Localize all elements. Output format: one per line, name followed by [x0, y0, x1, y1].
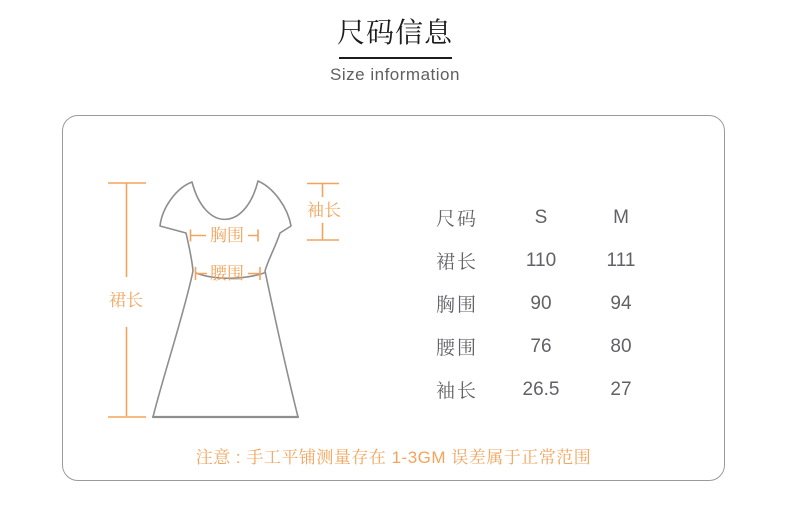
- size-panel: [62, 115, 725, 481]
- table-row-value-s: 90: [530, 292, 552, 314]
- page-subtitle: Size information: [330, 65, 460, 84]
- table-row-label: 腰围: [436, 338, 479, 359]
- table-row-value-s: 26.5: [522, 378, 560, 400]
- page-title: 尺码信息: [336, 17, 453, 48]
- table-row-value-s: 110: [525, 249, 557, 271]
- table-row-value-m: 94: [610, 292, 632, 314]
- table-row-value-s: 76: [530, 335, 552, 357]
- table-row-label: 胸围: [436, 295, 479, 316]
- measurement-note: 注意 : 手工平铺测量存在 1-3GM 误差属于正常范围: [195, 448, 592, 467]
- table-row-value-m: 111: [606, 249, 636, 271]
- table-row-value-m: 27: [610, 378, 632, 400]
- header: [0, 14, 790, 85]
- table-row-label: 袖长: [436, 381, 479, 402]
- bust-label: 胸围: [210, 226, 244, 245]
- title-underline: [339, 57, 452, 59]
- sleeve-length-label: 袖长: [307, 201, 341, 220]
- table-row-label: 裙长: [436, 252, 479, 273]
- waist-label: 腰围: [210, 264, 244, 283]
- size-table: [436, 196, 666, 411]
- table-row-value-m: 80: [610, 335, 632, 357]
- size-table-header-s: S: [534, 206, 548, 228]
- skirt-length-label: 裙长: [109, 291, 143, 310]
- size-table-header-label: 尺码: [436, 209, 479, 230]
- size-table-header-m: M: [613, 206, 629, 228]
